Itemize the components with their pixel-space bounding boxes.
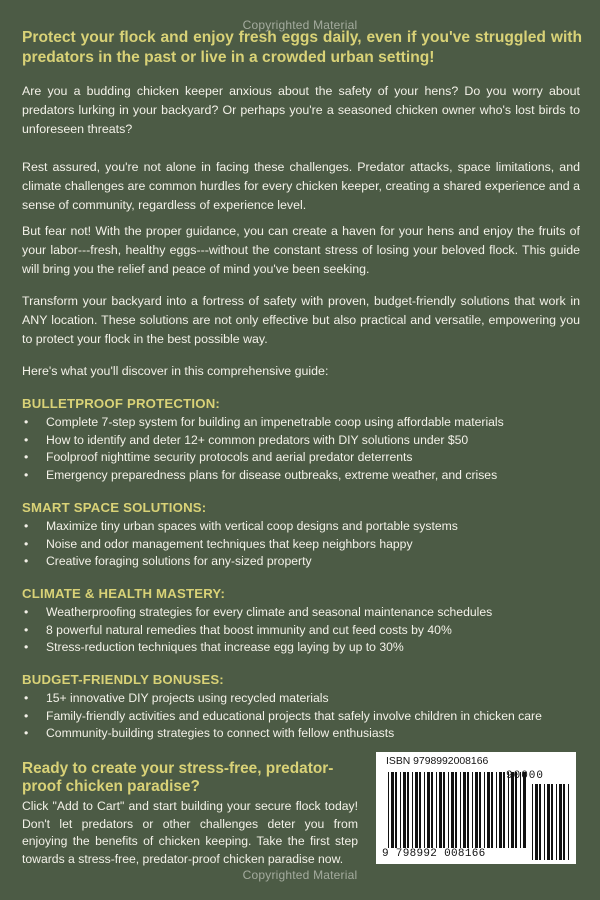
barcode-bar bbox=[511, 772, 514, 848]
list-item bbox=[22, 553, 582, 571]
barcode-bar bbox=[499, 772, 502, 848]
list-item-text: 8 powerful natural remedies that boost immunity and cut feed costs by 40% bbox=[46, 622, 452, 637]
barcode-bar bbox=[436, 772, 437, 848]
list-item-text: Noise and odor management techniques that keep neighbors happy bbox=[46, 536, 413, 551]
bullet-icon: • bbox=[24, 467, 29, 482]
barcode-bar bbox=[412, 772, 413, 848]
barcode-bar bbox=[400, 772, 401, 848]
list-item bbox=[22, 725, 582, 743]
list-item bbox=[22, 708, 582, 726]
barcode-bar bbox=[415, 772, 418, 848]
barcode-bar bbox=[547, 784, 550, 860]
barcode-bar bbox=[403, 772, 406, 848]
bullet-icon: • bbox=[24, 640, 29, 655]
barcode-bar bbox=[503, 772, 505, 848]
bullet-icon: • bbox=[24, 605, 29, 619]
barcode-bar bbox=[487, 772, 490, 848]
list-item bbox=[22, 414, 582, 432]
barcode-bar bbox=[508, 772, 509, 848]
barcode-bar bbox=[491, 772, 493, 848]
list-item bbox=[22, 690, 582, 708]
barcode-bar bbox=[484, 772, 485, 848]
list-item-text: Maximize tiny urban spaces with vertical coop designs and portable systems bbox=[46, 519, 458, 533]
headline: Protect your flock and enjoy fresh eggs daily, even if you've struggled with predators in the past or live in a crowded urban setting! bbox=[22, 29, 582, 66]
list-item-text: Weatherproofing strategies for every climate and seasonal maintenance schedules bbox=[46, 605, 493, 619]
barcode-bar bbox=[472, 772, 473, 848]
section-title-bonuses: BUDGET-FRIENDLY BONUSES: bbox=[22, 672, 224, 687]
list-item bbox=[22, 622, 582, 640]
list-item-text: Foolproof nighttime security protocols and aerial predator deterrents bbox=[46, 450, 413, 465]
list-item bbox=[22, 518, 582, 536]
barcode-bar bbox=[551, 784, 553, 860]
barcode-bar bbox=[520, 772, 521, 848]
barcode-bar bbox=[463, 772, 466, 848]
watermark-bottom: Copyrighted Material bbox=[242, 868, 358, 882]
list-item bbox=[22, 536, 582, 554]
bullet-icon: • bbox=[24, 432, 29, 447]
price-addon-code: 90000 bbox=[506, 770, 545, 782]
intro-paragraph-2: Rest assured, you're not alone in facing these challenges. Predator attacks, space limitations, and climate challenges are common hurdles for every chicken keeper, creating a shared experience and a sense of community, regardless of experience level. bbox=[22, 160, 580, 212]
bullet-icon: • bbox=[24, 415, 29, 429]
list-item-text: Complete 7-step system for building an impenetrable coop using affordable materials bbox=[46, 415, 504, 429]
barcode-bar bbox=[515, 772, 517, 848]
barcode-bar bbox=[391, 772, 394, 848]
barcode-bar bbox=[556, 784, 557, 860]
bullet-icon: • bbox=[24, 519, 29, 533]
barcode-bar bbox=[388, 772, 389, 848]
section-title-protection: BULLETPROOF PROTECTION: bbox=[22, 396, 221, 411]
section-list-protection bbox=[22, 414, 582, 484]
isbn-digits: 9 798992 008166 bbox=[382, 848, 486, 860]
barcode-bar bbox=[563, 784, 565, 860]
barcode-bar bbox=[431, 772, 433, 848]
list-item-text: Emergency preparedness plans for disease outbreaks, extreme weather, and crises bbox=[46, 467, 498, 482]
barcode-bar bbox=[424, 772, 425, 848]
isbn-label: ISBN 9798992008166 bbox=[386, 756, 489, 767]
barcode-bar bbox=[427, 772, 430, 848]
list-item bbox=[22, 449, 582, 467]
intro-paragraph-1: Are you a budding chicken keeper anxious about the safety of your hens? Do you worry about predators lurking in your backyard? Or perhaps you're a seasoned chicken owner who's lost birds to unforeseen threats? bbox=[22, 84, 580, 136]
bullet-icon: • bbox=[24, 450, 29, 465]
cta-title: Ready to create your stress-free, predator-proof chicken paradise? bbox=[22, 760, 334, 795]
section-title-climate: CLIMATE & HEALTH MASTERY: bbox=[22, 586, 226, 601]
barcode-bar bbox=[479, 772, 481, 848]
barcode-bar bbox=[451, 772, 454, 848]
barcode-bar bbox=[460, 772, 461, 848]
barcode-bar bbox=[475, 772, 478, 848]
bullet-icon: • bbox=[24, 554, 29, 569]
barcode-bar bbox=[467, 772, 469, 848]
list-item bbox=[22, 604, 582, 622]
barcode-bar bbox=[443, 772, 445, 848]
section-title-space: SMART SPACE SOLUTIONS: bbox=[22, 500, 207, 515]
isbn-barcode bbox=[376, 752, 576, 864]
list-item-text: How to identify and deter 12+ common predators with DIY solutions under $50 bbox=[46, 432, 469, 447]
bullet-icon: • bbox=[24, 726, 29, 741]
list-item-text: Creative foraging solutions for any-sized property bbox=[46, 554, 312, 569]
list-item bbox=[22, 432, 582, 450]
barcode-bar bbox=[455, 772, 457, 848]
barcode-bar bbox=[448, 772, 449, 848]
barcode-bar bbox=[544, 784, 545, 860]
bullet-icon: • bbox=[24, 536, 29, 551]
list-item-text: Stress-reduction techniques that increase egg laying by up to 30% bbox=[46, 640, 404, 655]
barcode-bar bbox=[439, 772, 442, 848]
list-item-text: Community-building strategies to connect with fellow enthusiasts bbox=[46, 726, 395, 741]
guide-intro-line: Here's what you'll discover in this comprehensive guide: bbox=[22, 364, 329, 378]
bullet-icon: • bbox=[24, 622, 29, 637]
bullet-icon: • bbox=[24, 708, 29, 723]
barcode-bar bbox=[523, 772, 526, 848]
bullet-icon: • bbox=[24, 691, 29, 705]
section-list-space bbox=[22, 518, 582, 571]
list-item-text: Family-friendly activities and educational projects that safely involve children in chicken care bbox=[46, 708, 542, 723]
barcode-bar bbox=[496, 772, 497, 848]
barcode-bar bbox=[407, 772, 409, 848]
cta-text: Click "Add to Cart" and start building your secure flock today! Don't let predators or other challenges deter you from enjoying the benefits of chicken keeping. Take the first step towards a stress-free, predator-proof chicken paradise now. bbox=[22, 799, 358, 866]
section-list-climate bbox=[22, 604, 582, 657]
list-item-text: 15+ innovative DIY projects using recycled materials bbox=[46, 691, 329, 705]
watermark-top: Copyrighted Material bbox=[242, 18, 358, 32]
intro-paragraph-4: Transform your backyard into a fortress of safety with proven, budget-friendly solutions that work in ANY location. These solutions are not only effective but also practical and versatile, empowering you to protect your flock in the best possible way. bbox=[22, 294, 580, 346]
intro-paragraph-3: But fear not! With the proper guidance, you can create a haven for your hens and enjoy the fruits of your labor---fresh, healthy eggs---without the constant stress of losing your beloved flock. This guide will bring you the relief and peace of mind you've been seeking. bbox=[22, 224, 580, 276]
barcode-bar bbox=[568, 784, 569, 860]
list-item bbox=[22, 639, 582, 657]
list-item bbox=[22, 467, 582, 485]
section-list-bonuses bbox=[22, 690, 582, 743]
barcode-bar bbox=[559, 784, 562, 860]
barcode-bar bbox=[395, 772, 397, 848]
barcode-bar bbox=[419, 772, 421, 848]
